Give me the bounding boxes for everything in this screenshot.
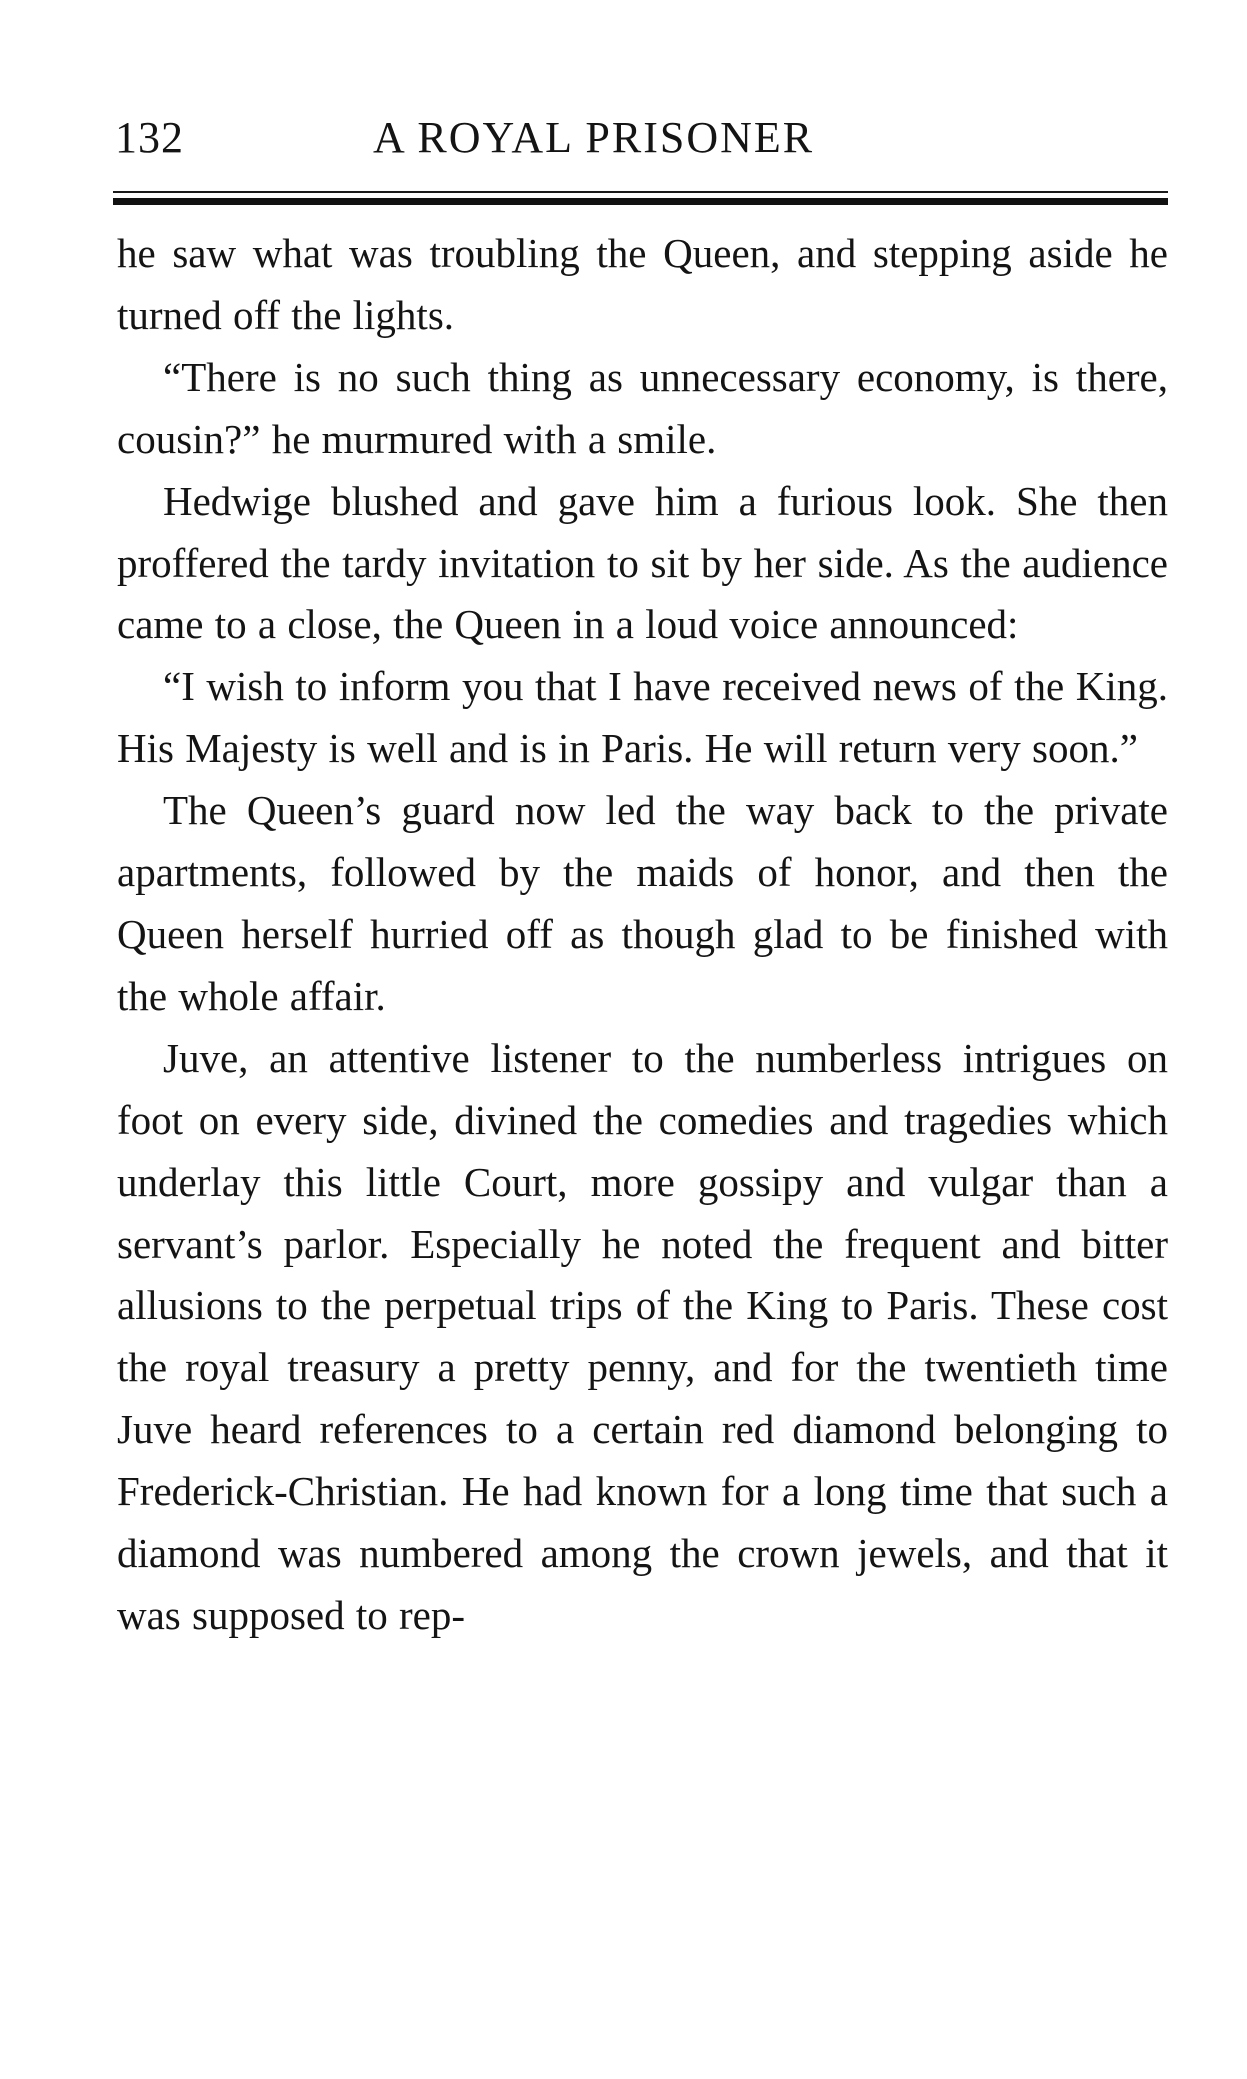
header-rule-thick bbox=[113, 198, 1168, 205]
paragraph: “I wish to inform you that I have received news of the King. His Majesty is well and is in Paris. He will return very soon.” bbox=[117, 663, 1168, 772]
paragraph-continued: he saw what was troubling the Queen, and stepping aside he turned off the lights. bbox=[117, 230, 1168, 338]
running-head: A ROYAL PRISONER bbox=[373, 113, 815, 162]
paragraph: The Queen’s guard now led the way back to the private apartments, followed by the maids of honor, and then the Queen herself hurried off as though glad to be finished with the whole affair. bbox=[117, 787, 1168, 1019]
header-rule-thin bbox=[113, 191, 1168, 193]
paragraph: “There is no such thing as unnecessary economy, is there, cousin?” he murmured with a smile. bbox=[117, 353, 1168, 462]
page-number: 132 bbox=[115, 113, 184, 162]
paragraph: Hedwige blushed and gave him a furious look. She then proffered the tardy invitation to sit by her side. As the audience came to a close, the Queen in a loud voice announced: bbox=[117, 477, 1168, 648]
page-header bbox=[115, 110, 1167, 170]
body-text bbox=[117, 223, 1168, 1647]
paragraph: Juve, an attentive listener to the numberless intrigues on foot on every side, divined the comedies and tragedies which underlay this little Court, more gossipy and vulgar than a servant’s parlor. Especially he noted the frequent and bitter allusions to the perpetual trips of the King to Paris. These cost the royal treasury a pretty penny, and for the twentieth time Juve heard references to a certain red diamond belonging to Frederick-Christian. He had known for a long time that such a diamond was numbered among the crown jewels, and that it was supposed to rep- bbox=[117, 1034, 1168, 1638]
